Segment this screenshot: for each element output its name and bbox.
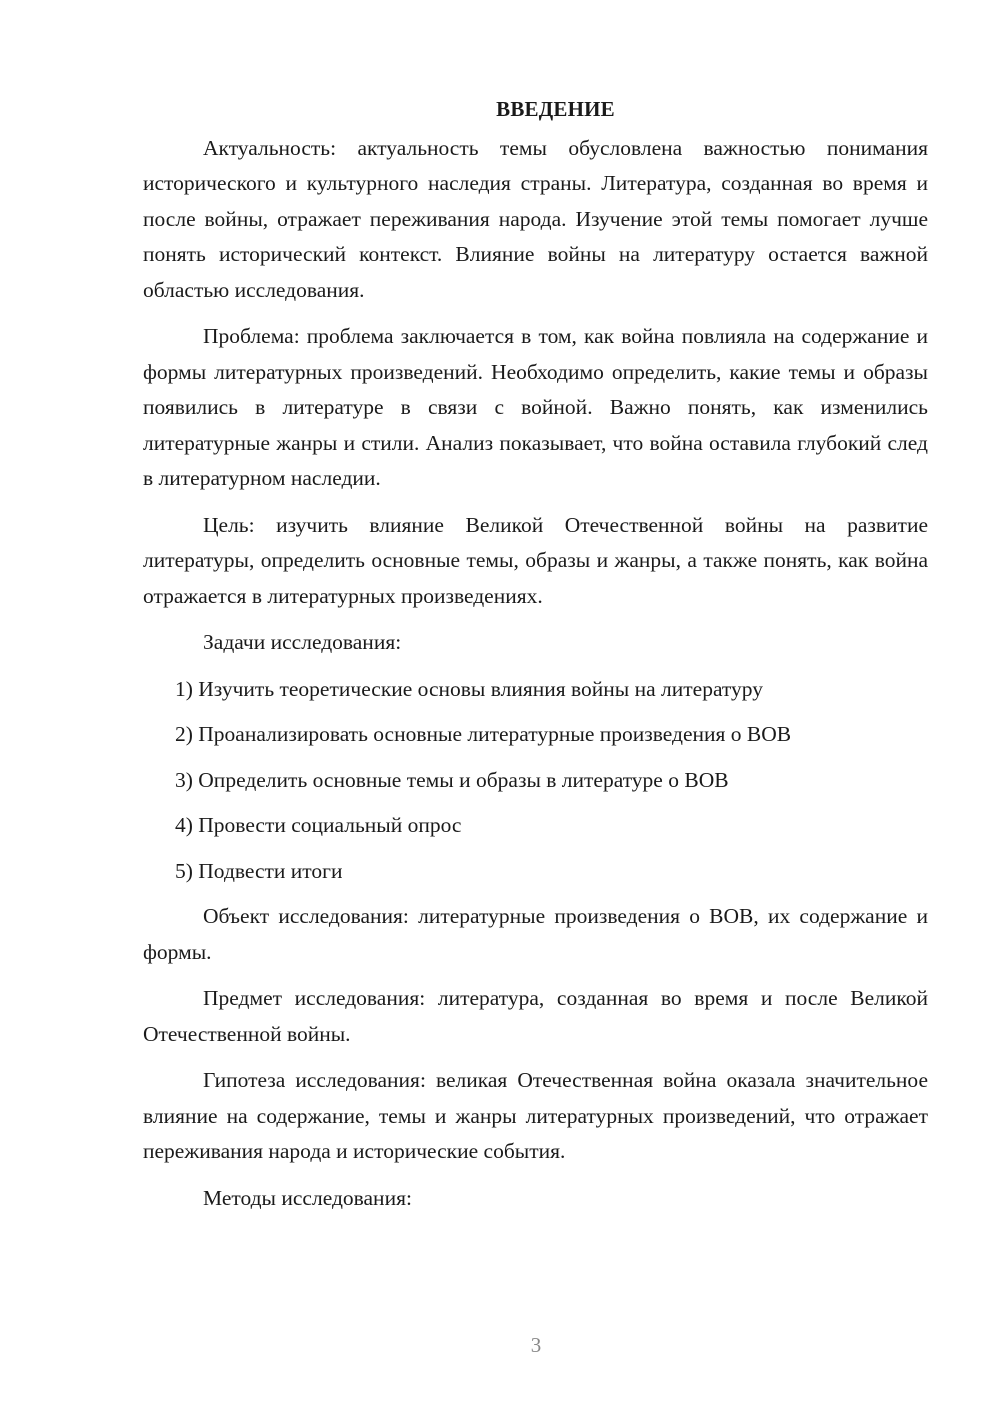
page-content [143,92,928,1227]
page-title: ВВЕДЕНИЕ [496,97,615,121]
relevance-paragraph: Актуальность: актуальность темы обусловлена важностью понимания исторического и культурного наследия страны. Литература, созданная во время и после войны, отражает переживания народа. Изучение этой темы помогает лучше понять исторический контекст. Влияние войны на литературу остается важной областью исследования. [143,135,928,302]
tasks-heading: Задачи исследования: [203,630,402,654]
list-item: 1) Изучить теоретические основы влияния войны на литературу [175,676,764,701]
list-item: 2) Проанализировать основные литературные произведения о ВОВ [175,722,792,746]
methods-heading: Методы исследования: [203,1185,412,1210]
list-item: 4) Провести социальный опрос [175,813,462,837]
object-paragraph: Объект исследования: литературные произведения о ВОВ, их содержание и формы. [143,904,928,964]
list-item: 5) Подвести итоги [175,858,343,883]
tasks-list [143,672,928,890]
hypothesis-paragraph: Гипотеза исследования: великая Отечественная война оказала значительное влияние на содержание, темы и жанры литературных произведений, что отражает переживания народа и исторические события. [143,1068,928,1163]
page-number: 3 [530,1333,542,1357]
problem-paragraph: Проблема: проблема заключается в том, как война повлияла на содержание и формы литературных произведений. Необходимо определить, какие темы и образы появились в литературе в связи с войной. Важно понять, как изменились литературные жанры и стили. Анализ показывает, что война оставила глубокий след в литературном наследии. [143,324,928,490]
list-item: 3) Определить основные темы и образы в литературе о ВОВ [175,767,729,792]
subject-paragraph: Предмет исследования: литература, созданная во время и после Великой Отечественной войны. [143,986,928,1046]
goal-paragraph: Цель: изучить влияние Великой Отечественной войны на развитие литературы, определить основные темы, образы и жанры, а также понять, как война отражается в литературных произведениях. [143,512,928,608]
